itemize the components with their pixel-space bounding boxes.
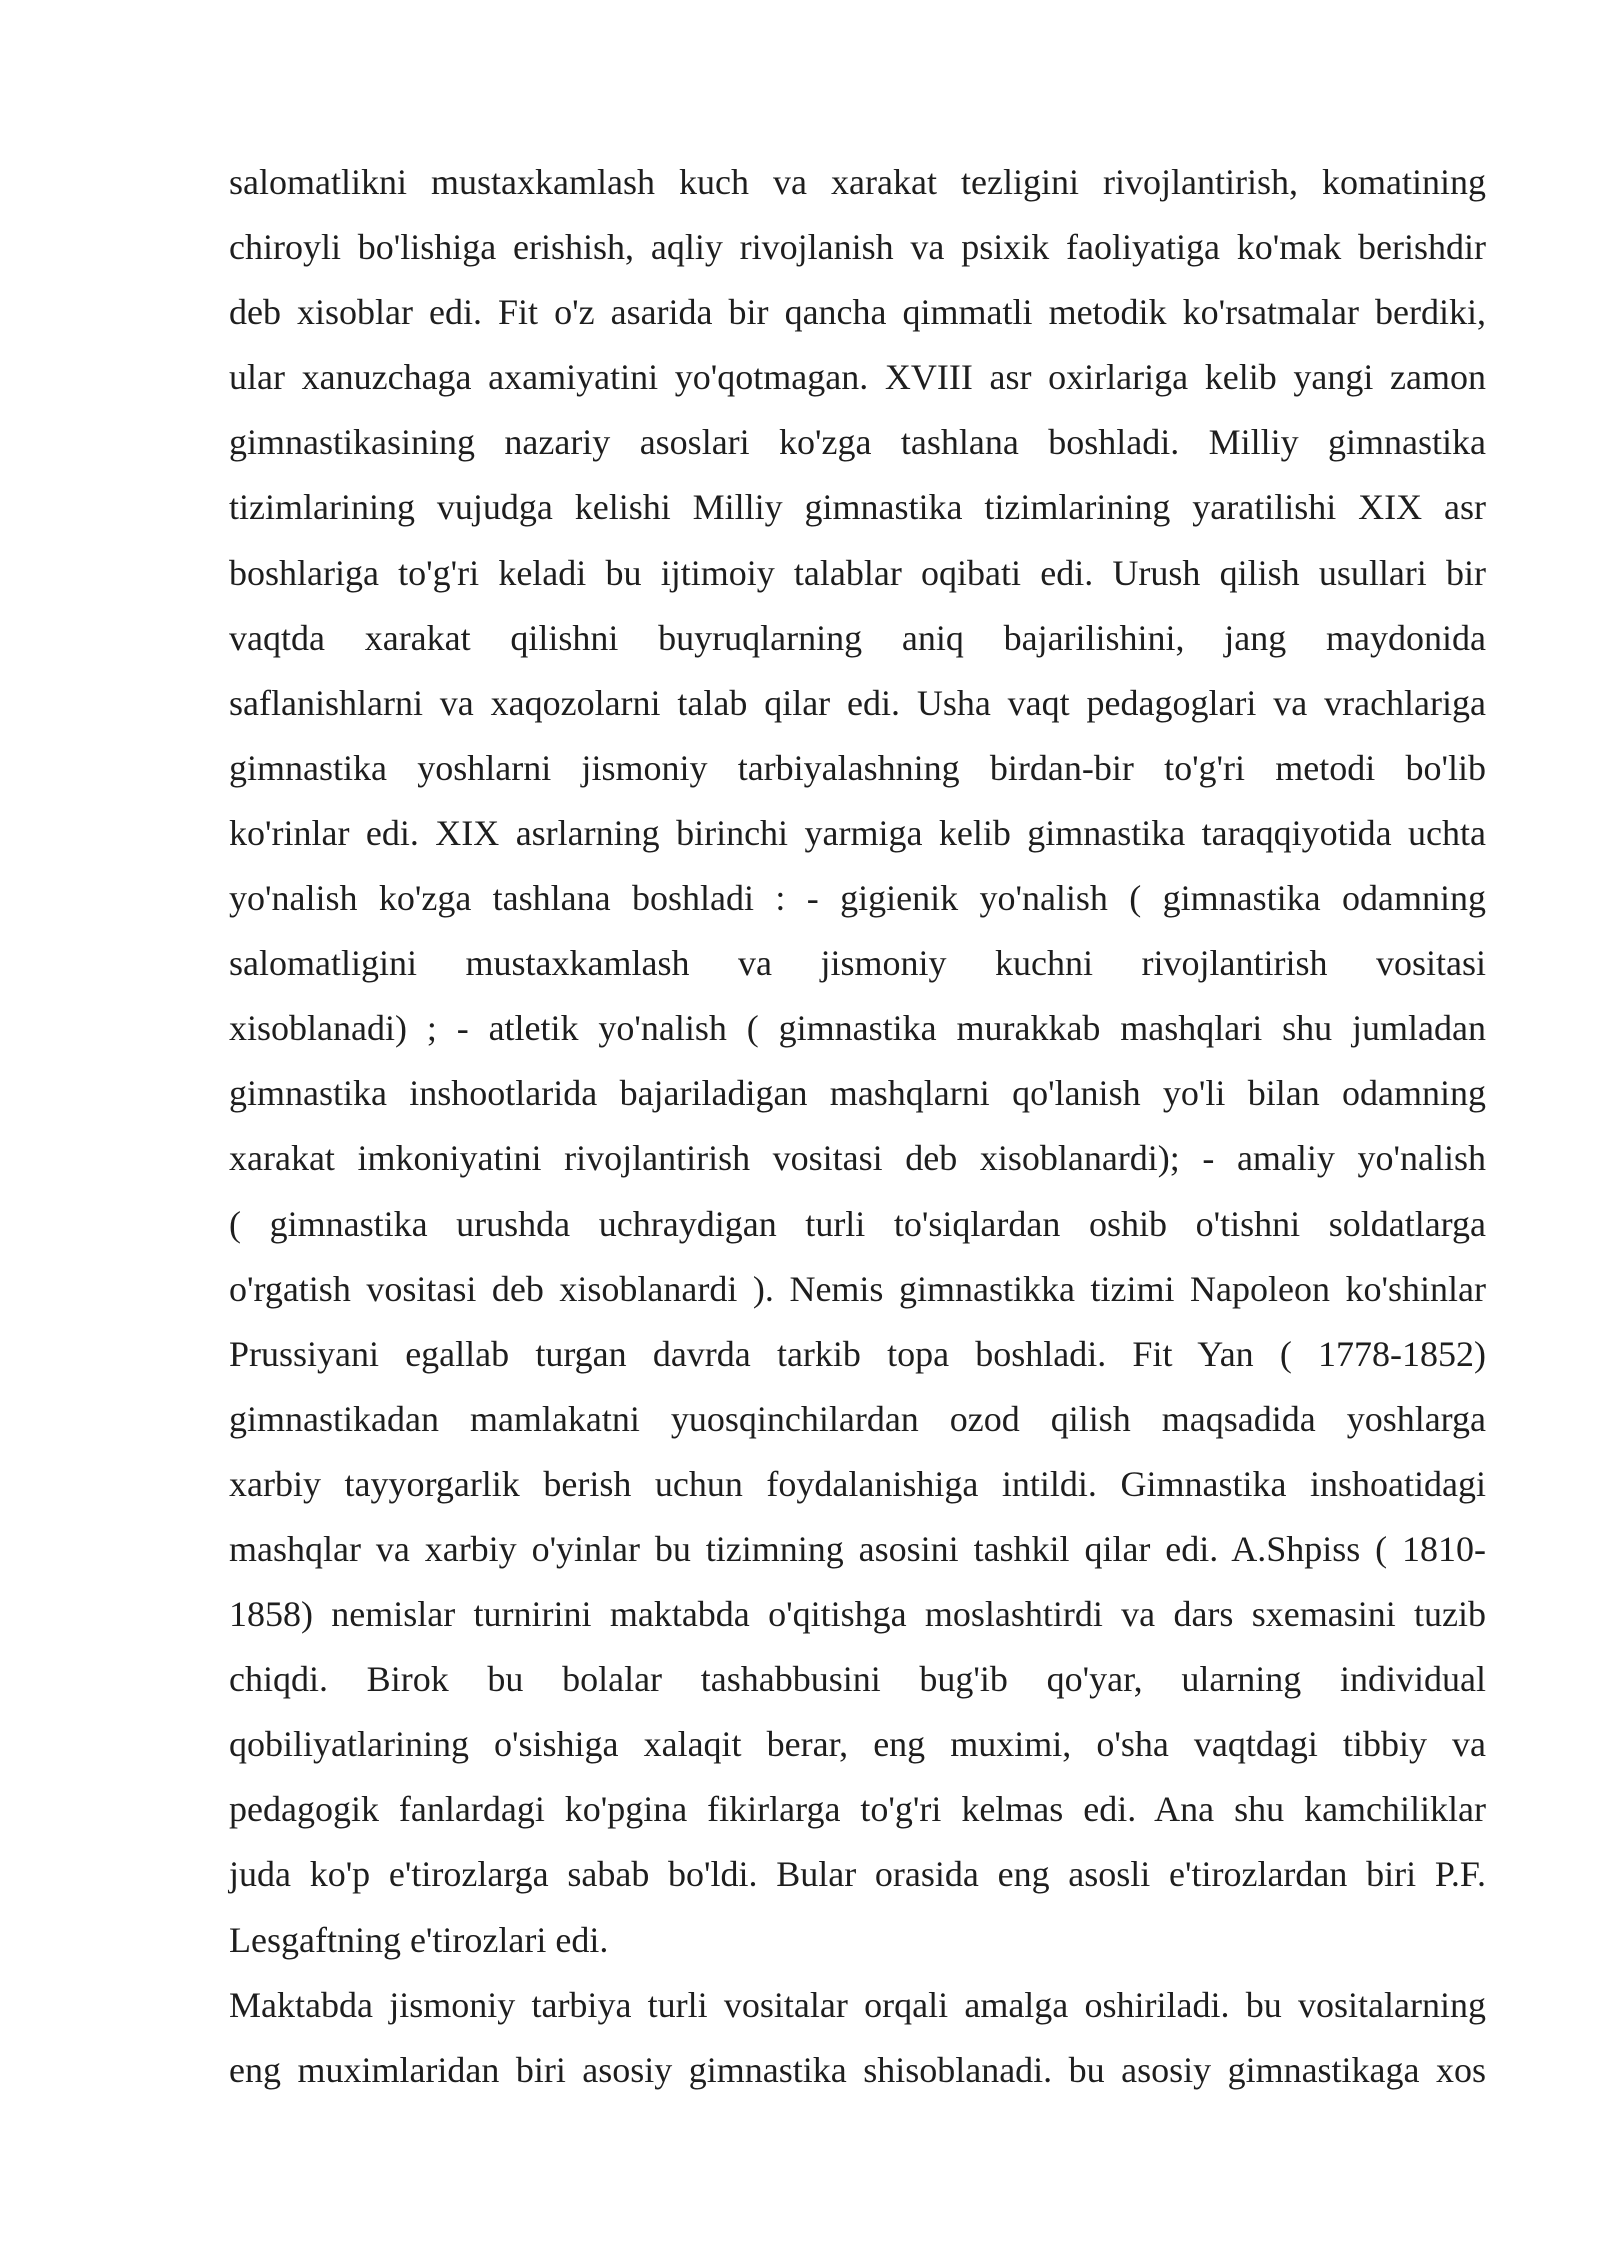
text-line — [229, 996, 1486, 1061]
text-line-content: vaqtda xarakat qilishni buyruqlarning aniq bajarilishini, jang maydonida — [229, 617, 1486, 658]
text-line-content: boshlariga to'g'ri keladi bu ijtimoiy talablar oqibati edi. Urush qilish usullari bir — [229, 552, 1486, 593]
text-line — [229, 1192, 1486, 1257]
text-line-content: chiroyli bo'lishiga erishish, aqliy rivojlanish va psixik faoliyatiga ko'mak berishdir — [229, 227, 1486, 268]
text-line — [229, 736, 1486, 801]
text-line — [229, 1322, 1486, 1387]
text-line — [229, 866, 1486, 931]
text-line-content: ( gimnastika urushda uchraydigan turli to'siqlardan oshib o'tishni soldatlarga — [229, 1203, 1486, 1244]
text-line-content: xarbiy tayyorgarlik berish uchun foydalanishiga intildi. Gimnastika inshoatidagi — [229, 1463, 1486, 1504]
text-line — [229, 801, 1486, 866]
text-line-content: xisoblanadi) ; - atletik yo'nalish ( gimnastika murakkab mashqlari shu jumladan — [229, 1008, 1486, 1049]
text-line — [229, 475, 1486, 540]
text-line-content: yo'nalish ko'zga tashlana boshladi : - gigienik yo'nalish ( gimnastika odamning — [229, 878, 1486, 919]
text-line — [229, 1257, 1486, 1322]
text-line-content: chiqdi. Birok bu bolalar tashabbusini bug'ib qo'yar, ularning individual — [229, 1659, 1486, 1700]
text-line-content: deb xisoblar edi. Fit o'z asarida bir qancha qimmatli metodik ko'rsatmalar berdiki, — [229, 292, 1486, 333]
text-line-content: mashqlar va xarbiy o'yinlar bu tizimning asosini tashkil qilar edi. A.Shpiss ( 1810- — [229, 1528, 1486, 1569]
text-line-content: gimnastika yoshlarni jismoniy tarbiyalashning birdan-bir to'g'ri metodi bo'lib — [229, 747, 1486, 788]
text-line-content: eng muximlaridan biri asosiy gimnastika shisoblanadi. bu asosiy gimnastikaga xos — [229, 2049, 1486, 2090]
text-line — [229, 671, 1486, 736]
text-line-content: gimnastikadan mamlakatni yuosqinchilardan ozod qilish maqsadida yoshlarga — [229, 1398, 1486, 1439]
text-line-content: juda ko'p e'tirozlarga sabab bo'ldi. Bular orasida eng asosli e'tirozlardan biri P.F. — [229, 1854, 1486, 1895]
text-line — [229, 215, 1486, 280]
text-line — [229, 1582, 1486, 1647]
text-line-content: tizimlarining vujudga kelishi Milliy gimnastika tizimlarining yaratilishi XIX asr — [229, 487, 1486, 528]
text-line-content: saflanishlarni va xaqozolarni talab qilar edi. Usha vaqt pedagoglari va vrachlariga — [229, 682, 1486, 723]
text-line — [229, 1842, 1486, 1907]
text-line — [229, 606, 1486, 671]
text-line-content: ular xanuzchaga axamiyatini yo'qotmagan. XVIII asr oxirlariga kelib yangi zamon — [229, 357, 1486, 398]
text-line — [229, 2038, 1486, 2103]
text-line — [229, 1973, 1486, 2038]
text-line-content: Maktabda jismoniy tarbiya turli vositalar orqali amalga oshiriladi. bu vositalarning — [229, 1984, 1486, 2025]
text-line-content: Lesgaftning e'tirozlari edi. — [229, 1919, 609, 1960]
text-line — [229, 1387, 1486, 1452]
text-line — [229, 1452, 1486, 1517]
text-line — [229, 1777, 1486, 1842]
text-line — [229, 1647, 1486, 1712]
text-line-content: gimnastika inshootlarida bajariladigan mashqlarni qo'lanish yo'li bilan odamning — [229, 1073, 1486, 1114]
text-line-content: xarakat imkoniyatini rivojlantirish vositasi deb xisoblanardi); - amaliy yo'nalish — [229, 1138, 1486, 1179]
text-line-content: qobiliyatlarining o'sishiga xalaqit berar, eng muximi, o'sha vaqtdagi tibbiy va — [229, 1724, 1486, 1765]
text-line — [229, 1712, 1486, 1777]
text-line-content: salomatligini mustaxkamlash va jismoniy kuchni rivojlantirish vositasi — [229, 943, 1486, 984]
text-line — [229, 1061, 1486, 1126]
text-line — [229, 1126, 1486, 1191]
text-line — [229, 1517, 1486, 1582]
text-line — [229, 541, 1486, 606]
text-line-content: ko'rinlar edi. XIX asrlarning birinchi yarmiga kelib gimnastika taraqqiyotida uchta — [229, 812, 1486, 853]
body-text — [229, 150, 1486, 2103]
text-line-content: pedagogik fanlardagi ko'pgina fikirlarga to'g'ri kelmas edi. Ana shu kamchiliklar — [229, 1789, 1486, 1830]
text-line — [229, 280, 1486, 345]
text-line-content: o'rgatish vositasi deb xisoblanardi ). Nemis gimnastikka tizimi Napoleon ko'shinlar — [229, 1268, 1486, 1309]
text-line-content: salomatlikni mustaxkamlash kuch va xarakat tezligini rivojlantirish, komatining — [229, 162, 1486, 202]
text-line — [229, 931, 1486, 996]
text-line — [229, 1908, 1486, 1973]
text-line — [229, 150, 1486, 215]
paragraph — [229, 1973, 1486, 2103]
text-line — [229, 410, 1486, 475]
paragraph — [229, 150, 1486, 1973]
text-line-content: gimnastikasining nazariy asoslari ko'zga tashlana boshladi. Milliy gimnastika — [229, 422, 1486, 463]
text-line-content: Prussiyani egallab turgan davrda tarkib topa boshladi. Fit Yan ( 1778-1852) — [229, 1333, 1486, 1374]
text-line — [229, 345, 1486, 410]
text-line-content: 1858) nemislar turnirini maktabda o'qitishga moslashtirdi va dars sxemasini tuzib — [229, 1594, 1486, 1635]
